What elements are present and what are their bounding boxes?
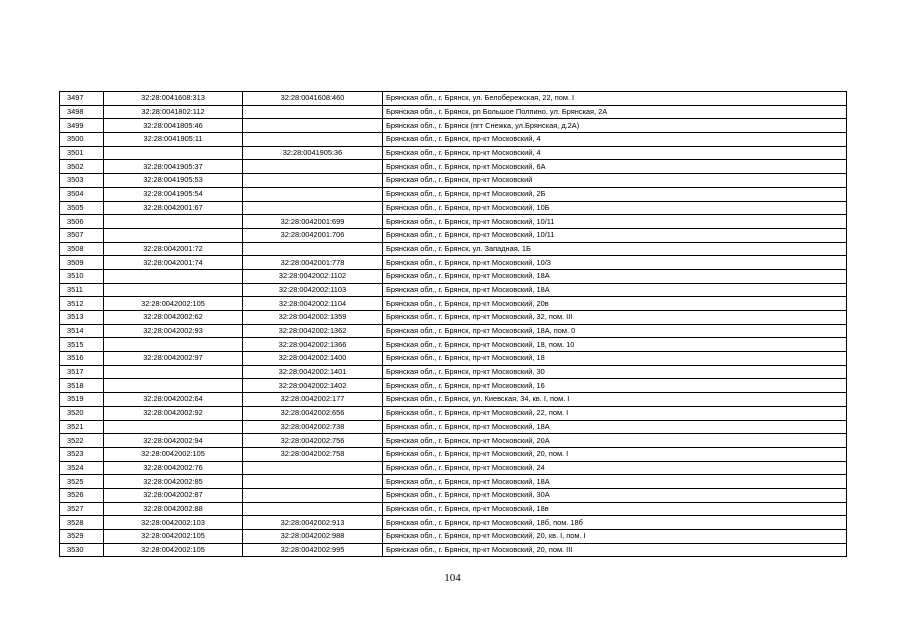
cadastral-number-building-cell: 32:28:0042002:758 (243, 447, 383, 461)
table-row (60, 201, 847, 215)
cadastral-number-land-cell (104, 146, 243, 160)
address-cell: Брянская обл., г. Брянск, пр-кт Московский, 32, пом. III (383, 311, 847, 325)
record-number-cell: 3497 (60, 92, 104, 106)
address-cell: Брянская обл., г. Брянск, пр-кт Московский, 10/3 (383, 256, 847, 270)
record-number-cell: 3500 (60, 133, 104, 147)
address-cell: Брянская обл., г. Брянск, пр-кт Московский, 10/11 (383, 215, 847, 229)
cadastral-number-land-cell: 32:28:0042002:97 (104, 352, 243, 366)
table-row (60, 174, 847, 188)
cadastral-number-building-cell: 32:28:0042002:1103 (243, 283, 383, 297)
cadastral-number-land-cell: 32:28:0041805:46 (104, 119, 243, 133)
table-row (60, 461, 847, 475)
address-cell: Брянская обл., г. Брянск, пр-кт Московский, 18А (383, 269, 847, 283)
table-row (60, 311, 847, 325)
cadastral-number-land-cell: 32:28:0041905:53 (104, 174, 243, 188)
cadastral-number-land-cell: 32:28:0041905:11 (104, 133, 243, 147)
record-number-cell: 3524 (60, 461, 104, 475)
record-number-cell: 3518 (60, 379, 104, 393)
cadastral-number-building-cell (243, 160, 383, 174)
cadastral-number-building-cell: 32:28:0042002:1102 (243, 269, 383, 283)
table-row (60, 119, 847, 133)
address-cell: Брянская обл., г. Брянск, пр-кт Московский, 4 (383, 146, 847, 160)
record-number-cell: 3520 (60, 406, 104, 420)
cadastral-number-land-cell (104, 269, 243, 283)
address-cell: Брянская обл., г. Брянск, пр-кт Московский, 18б, пом. 18б (383, 516, 847, 530)
address-cell: Брянская обл., г. Брянск, пр-кт Московский, 6А (383, 160, 847, 174)
cadastral-number-building-cell: 32:28:0041608:460 (243, 92, 383, 106)
cadastral-number-land-cell: 32:28:0042001:67 (104, 201, 243, 215)
cadastral-number-building-cell (243, 461, 383, 475)
address-cell: Брянская обл., г. Брянск, пр-кт Московский, 20, пом. III (383, 543, 847, 557)
address-cell: Брянская обл., г. Брянск, пр-кт Московский, 18А (383, 475, 847, 489)
cadastral-number-land-cell (104, 228, 243, 242)
cadastral-number-land-cell (104, 283, 243, 297)
cadastral-number-land-cell (104, 365, 243, 379)
table-row (60, 242, 847, 256)
table-row (60, 324, 847, 338)
cadastral-number-land-cell (104, 420, 243, 434)
registry-table-body (60, 92, 847, 557)
table-row (60, 160, 847, 174)
table-row (60, 338, 847, 352)
record-number-cell: 3501 (60, 146, 104, 160)
cadastral-number-land-cell: 32:28:0042002:88 (104, 502, 243, 516)
cadastral-number-land-cell: 32:28:0042002:85 (104, 475, 243, 489)
record-number-cell: 3526 (60, 488, 104, 502)
address-cell: Брянская обл., г. Брянск, пр-кт Московский, 24 (383, 461, 847, 475)
cadastral-number-land-cell: 32:28:0042002:62 (104, 311, 243, 325)
record-number-cell: 3511 (60, 283, 104, 297)
cadastral-number-land-cell: 32:28:0042002:105 (104, 447, 243, 461)
cadastral-number-building-cell: 32:28:0042002:1400 (243, 352, 383, 366)
cadastral-number-land-cell: 32:28:0042002:87 (104, 488, 243, 502)
cadastral-number-land-cell (104, 338, 243, 352)
cadastral-number-land-cell: 32:28:0042001:72 (104, 242, 243, 256)
cadastral-number-land-cell: 32:28:0042002:105 (104, 297, 243, 311)
cadastral-number-building-cell: 32:28:0042002:756 (243, 434, 383, 448)
cadastral-number-land-cell: 32:28:0042002:105 (104, 530, 243, 544)
cadastral-number-building-cell: 32:28:0042002:177 (243, 393, 383, 407)
cadastral-number-land-cell: 32:28:0041802:112 (104, 105, 243, 119)
table-row (60, 447, 847, 461)
address-cell: Брянская обл., г. Брянск, пр-кт Московский, 20, пом. I (383, 447, 847, 461)
record-number-cell: 3530 (60, 543, 104, 557)
cadastral-number-building-cell: 32:28:0042002:1359 (243, 311, 383, 325)
address-cell: Брянская обл., г. Брянск, пр-кт Московский, 10Б (383, 201, 847, 215)
address-cell: Брянская обл., г. Брянск, пр-кт Московский, 22, пом. I (383, 406, 847, 420)
cadastral-number-building-cell (243, 502, 383, 516)
table-row (60, 502, 847, 516)
record-number-cell: 3514 (60, 324, 104, 338)
cadastral-number-land-cell: 32:28:0041905:37 (104, 160, 243, 174)
cadastral-number-building-cell: 32:28:0041905:36 (243, 146, 383, 160)
cadastral-number-building-cell (243, 105, 383, 119)
record-number-cell: 3512 (60, 297, 104, 311)
table-row (60, 543, 847, 557)
cadastral-number-land-cell: 32:28:0042002:92 (104, 406, 243, 420)
cadastral-number-building-cell: 32:28:0042002:995 (243, 543, 383, 557)
record-number-cell: 3516 (60, 352, 104, 366)
record-number-cell: 3509 (60, 256, 104, 270)
address-cell: Брянская обл., г. Брянск, пр-кт Московский, 16 (383, 379, 847, 393)
record-number-cell: 3510 (60, 269, 104, 283)
cadastral-number-land-cell (104, 215, 243, 229)
cadastral-number-building-cell: 32:28:0042002:913 (243, 516, 383, 530)
record-number-cell: 3502 (60, 160, 104, 174)
cadastral-number-land-cell: 32:28:0042002:93 (104, 324, 243, 338)
address-cell: Брянская обл., г. Брянск, ул. Западная, 1Б (383, 242, 847, 256)
address-cell: Брянская обл., г. Брянск, пр-кт Московский, 20в (383, 297, 847, 311)
cadastral-number-land-cell: 32:28:0042002:64 (104, 393, 243, 407)
table-row (60, 352, 847, 366)
table-row (60, 365, 847, 379)
cadastral-number-building-cell: 32:28:0042001:699 (243, 215, 383, 229)
address-cell: Брянская обл., г. Брянск, пр-кт Московский, 18 (383, 352, 847, 366)
table-row (60, 256, 847, 270)
address-cell: Брянская обл., г. Брянск, пр-кт Московский (383, 174, 847, 188)
cadastral-number-building-cell: 32:28:0042001:778 (243, 256, 383, 270)
record-number-cell: 3528 (60, 516, 104, 530)
record-number-cell: 3523 (60, 447, 104, 461)
record-number-cell: 3525 (60, 475, 104, 489)
table-row (60, 530, 847, 544)
table-row (60, 420, 847, 434)
record-number-cell: 3498 (60, 105, 104, 119)
cadastral-number-building-cell: 32:28:0042002:1362 (243, 324, 383, 338)
record-number-cell: 3521 (60, 420, 104, 434)
cadastral-number-land-cell: 32:28:0042002:105 (104, 543, 243, 557)
cadastral-number-land-cell: 32:28:0041905:54 (104, 187, 243, 201)
cadastral-number-building-cell: 32:28:0042002:1366 (243, 338, 383, 352)
address-cell: Брянская обл., г. Брянск, пр-кт Московский, 4 (383, 133, 847, 147)
address-cell: Брянская обл., г. Брянск, ул. Киевская, 34, кв. I, пом. I (383, 393, 847, 407)
cadastral-number-building-cell: 32:28:0042002:656 (243, 406, 383, 420)
table-row (60, 105, 847, 119)
table-row (60, 133, 847, 147)
cadastral-number-building-cell: 32:28:0042002:1401 (243, 365, 383, 379)
record-number-cell: 3506 (60, 215, 104, 229)
cadastral-number-land-cell: 32:28:0042002:103 (104, 516, 243, 530)
cadastral-number-building-cell: 32:28:0042002:1104 (243, 297, 383, 311)
cadastral-number-building-cell: 32:28:0042002:738 (243, 420, 383, 434)
cadastral-number-land-cell (104, 379, 243, 393)
record-number-cell: 3508 (60, 242, 104, 256)
address-cell: Брянская обл., г. Брянск, пр-кт Московский, 18А (383, 420, 847, 434)
cadastral-number-building-cell (243, 242, 383, 256)
registry-table-container (59, 91, 846, 557)
table-row (60, 187, 847, 201)
address-cell: Брянская обл., г. Брянск, пр-кт Московский, 18А (383, 283, 847, 297)
table-row (60, 297, 847, 311)
table-row (60, 488, 847, 502)
table-row (60, 516, 847, 530)
record-number-cell: 3527 (60, 502, 104, 516)
address-cell: Брянская обл., г. Брянск (пгт Снежка, ул.Брянская, д.2А) (383, 119, 847, 133)
record-number-cell: 3522 (60, 434, 104, 448)
record-number-cell: 3515 (60, 338, 104, 352)
record-number-cell: 3529 (60, 530, 104, 544)
record-number-cell: 3513 (60, 311, 104, 325)
cadastral-number-building-cell: 32:28:0042002:1402 (243, 379, 383, 393)
record-number-cell: 3503 (60, 174, 104, 188)
table-row (60, 475, 847, 489)
cadastral-number-building-cell (243, 133, 383, 147)
record-number-cell: 3499 (60, 119, 104, 133)
record-number-cell: 3505 (60, 201, 104, 215)
cadastral-number-land-cell: 32:28:0041608:313 (104, 92, 243, 106)
cadastral-number-building-cell (243, 475, 383, 489)
table-row (60, 92, 847, 106)
cadastral-number-land-cell: 32:28:0042001:74 (104, 256, 243, 270)
registry-table (59, 91, 847, 557)
record-number-cell: 3517 (60, 365, 104, 379)
table-row (60, 269, 847, 283)
address-cell: Брянская обл., г. Брянск, пр-кт Московский, 20, кв. I, пом. I (383, 530, 847, 544)
page-number: 104 (444, 572, 461, 584)
address-cell: Брянская обл., г. Брянск, пр-кт Московский, 30 (383, 365, 847, 379)
address-cell: Брянская обл., г. Брянск, пр-кт Московский, 30А (383, 488, 847, 502)
table-row (60, 379, 847, 393)
table-row (60, 283, 847, 297)
cadastral-number-building-cell: 32:28:0042002:988 (243, 530, 383, 544)
table-row (60, 228, 847, 242)
table-row (60, 393, 847, 407)
address-cell: Брянская обл., г. Брянск, пр-кт Московский, 2Б (383, 187, 847, 201)
table-row (60, 434, 847, 448)
cadastral-number-building-cell (243, 187, 383, 201)
address-cell: Брянская обл., г. Брянск, пр-кт Московский, 20А (383, 434, 847, 448)
cadastral-number-building-cell (243, 488, 383, 502)
cadastral-number-land-cell: 32:28:0042002:76 (104, 461, 243, 475)
address-cell: Брянская обл., г. Брянск, пр-кт Московский, 18А, пом. 0 (383, 324, 847, 338)
address-cell: Брянская обл., г. Брянск, пр-кт Московский, 10/11 (383, 228, 847, 242)
address-cell: Брянская обл., г. Брянск, пр-кт Московский, 18, пом. 10 (383, 338, 847, 352)
address-cell: Брянская обл., г. Брянск, ул. Белобережская, 22, пом. I (383, 92, 847, 106)
table-row (60, 215, 847, 229)
cadastral-number-building-cell (243, 174, 383, 188)
cadastral-number-land-cell: 32:28:0042002:94 (104, 434, 243, 448)
cadastral-number-building-cell (243, 201, 383, 215)
table-row (60, 146, 847, 160)
address-cell: Брянская обл., г. Брянск, рп Большое Полпино, ул. Брянская, 2А (383, 105, 847, 119)
table-row (60, 406, 847, 420)
cadastral-number-building-cell (243, 119, 383, 133)
address-cell: Брянская обл., г. Брянск, пр-кт Московский, 18в (383, 502, 847, 516)
cadastral-number-building-cell: 32:28:0042001:706 (243, 228, 383, 242)
record-number-cell: 3507 (60, 228, 104, 242)
record-number-cell: 3504 (60, 187, 104, 201)
record-number-cell: 3519 (60, 393, 104, 407)
